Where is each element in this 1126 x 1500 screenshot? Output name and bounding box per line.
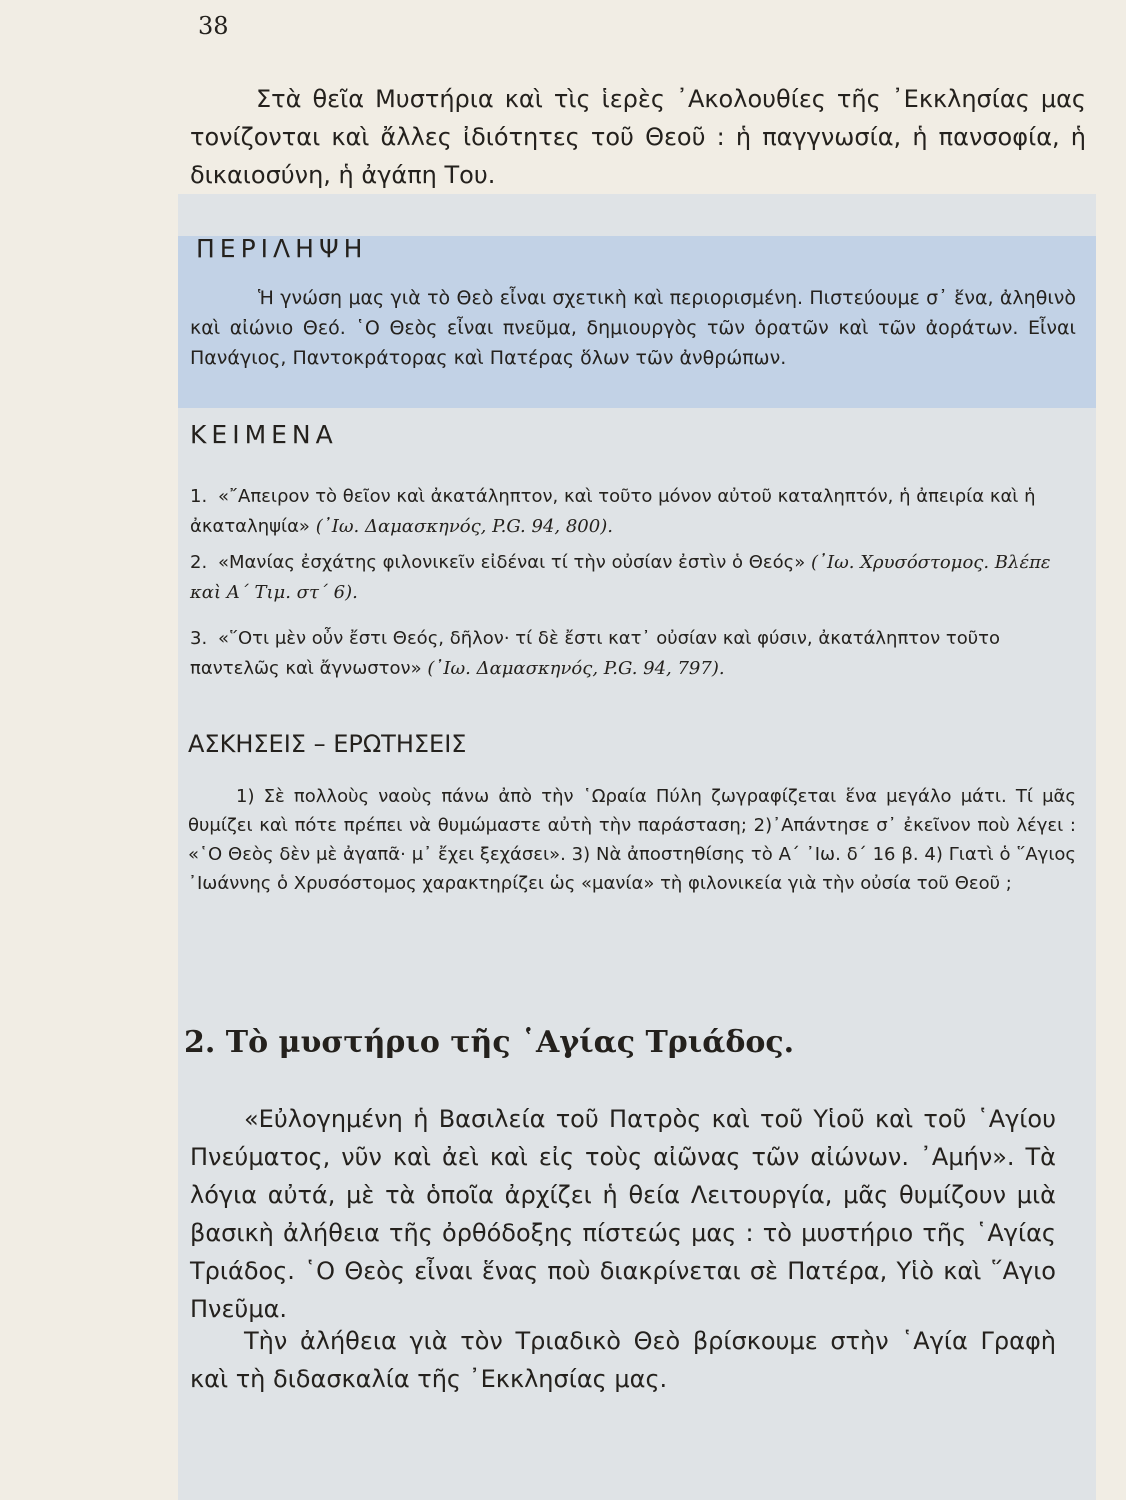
quote-item	[190, 624, 1076, 684]
quote-number: 2.	[190, 552, 208, 573]
quote-number: 1.	[190, 486, 208, 507]
quote-text: «῎Απειρον τὸ θεῖον καὶ ἀκατάληπτον, καὶ τοῦτο μόνον αὐτοῦ καταληπτόν, ἡ ἀπειρία καὶ ἡ ἀκαταληψία»	[190, 486, 1036, 537]
quote-text: «Μανίας ἐσχάτης φιλονικεῖν εἰδέναι τί τὴν οὐσίαν ἐστὶν ὁ Θεός»	[218, 552, 806, 573]
quote-item	[190, 548, 1076, 608]
summary-heading: ΠΕΡΙΛΗΨΗ	[196, 234, 368, 263]
summary-text: Ἡ γνώση μας γιὰ τὸ Θεὸ εἶναι σχετικὴ καὶ περιορισμένη. Πιστεύουμε σ᾿ ἕνα, ἀληθινὸ καὶ αἰώνιο Θεό. ῾Ο Θεὸς εἶναι πνεῦμα, δημιουργὸς τῶν ὁρατῶν καὶ τῶν ἀοράτων. Εἶναι Πανάγιος, Παντοκράτορας καὶ Πατέρας ὅλων τῶν ἀνθρώπων.	[190, 287, 1076, 369]
section-paragraph-2: Τὴν ἀλήθεια γιὰ τὸν Τριαδικὸ Θεὸ βρίσκουμε στὴν ῾Αγία Γραφὴ καὶ τὴ διδασκαλία τῆς ᾿Εκκλησίας μας.	[190, 1327, 1056, 1393]
exercises-text: 1) Σὲ πολλοὺς ναοὺς πάνω ἀπὸ τὴν ῾Ωραία Πύλη ζωγραφίζεται ἕνα μεγάλο μάτι. Τί μᾶς θυμίζει καὶ πότε πρέπει νὰ θυμώμαστε αὐτὴ τὴν παράσταση; 2)᾿Απάντησε σ᾿ ἐκεῖνον ποὺ λέγει : «῾Ο Θεὸς δὲν μὲ ἀγαπᾶ· μ᾿ ἔχει ξεχάσει». 3) Νὰ ἀποστηθίσης τὸ Α΄ ᾿Ιω. δ΄ 16 β. 4) Γιατὶ ὁ ῞Αγιος ᾿Ιωάννης ὁ Χρυσόστομος χαρακτηρίζει ὡς «μανία» τὴ φιλονικεία γιὰ τὴν οὐσία τοῦ Θεοῦ ;	[188, 786, 1076, 894]
quote-reference: (᾿Ιω. Δαμασκηνός, P.G. 94, 797).	[427, 658, 725, 679]
quote-item	[190, 482, 1076, 542]
intro-paragraph: Στὰ θεῖα Μυστήρια καὶ τὶς ἱερὲς ᾿Ακολουθίες τῆς ᾿Εκκλησίας μας τονίζονται καὶ ἄλλες ἰδιότητες τοῦ Θεοῦ : ἡ παγγνωσία, ἡ πανσοφία, ἡ δικαιοσύνη, ἡ ἀγάπη Του.	[190, 85, 1086, 189]
quote-text: «῞Οτι μὲν οὖν ἔστι Θεός, δῆλον· τί δὲ ἔστι κατ᾿ οὐσίαν καὶ φύσιν, ἀκατάληπτον τοῦτο παντελῶς καὶ ἄγνωστον»	[190, 628, 1001, 679]
quote-reference: (᾿Ιω. Δαμασκηνός, P.G. 94, 800).	[315, 516, 613, 537]
page-number: 38	[198, 12, 229, 40]
quote-number: 3.	[190, 628, 208, 649]
quote-reference: (᾿Ιω. Χρυσόστομος. Βλέπε καὶ Α΄ Τιμ. στ΄ 6).	[190, 552, 1051, 603]
section-paragraph-1: «Εὐλογημένη ἡ Βασιλεία τοῦ Πατρὸς καὶ τοῦ Υἱοῦ καὶ τοῦ ῾Αγίου Πνεύματος, νῦν καὶ ἀεὶ καὶ εἰς τοὺς αἰῶνας τῶν αἰώνων. ᾿Αμήν». Τὰ λόγια αὐτά, μὲ τὰ ὁποῖα ἀρχίζει ἡ θεία Λειτουργία, μᾶς θυμίζουν μιὰ βασικὴ ἀλήθεια τῆς ὀρθόδοξης πίστεώς μας : τὸ μυστήριο τῆς ῾Αγίας Τριάδος. ῾Ο Θεὸς εἶναι ἕνας ποὺ διακρίνεται σὲ Πατέρα, Υἱὸ καὶ ῞Αγιο Πνεῦμα.	[190, 1105, 1056, 1323]
texts-heading: ΚΕΙΜΕΝΑ	[190, 420, 338, 449]
section-title: 2. Τὸ μυστήριο τῆς ῾Αγίας Τριάδος.	[184, 1025, 795, 1060]
exercises-heading: ΑΣΚΗΣΕΙΣ – ΕΡΩΤΗΣΕΙΣ	[188, 730, 467, 758]
